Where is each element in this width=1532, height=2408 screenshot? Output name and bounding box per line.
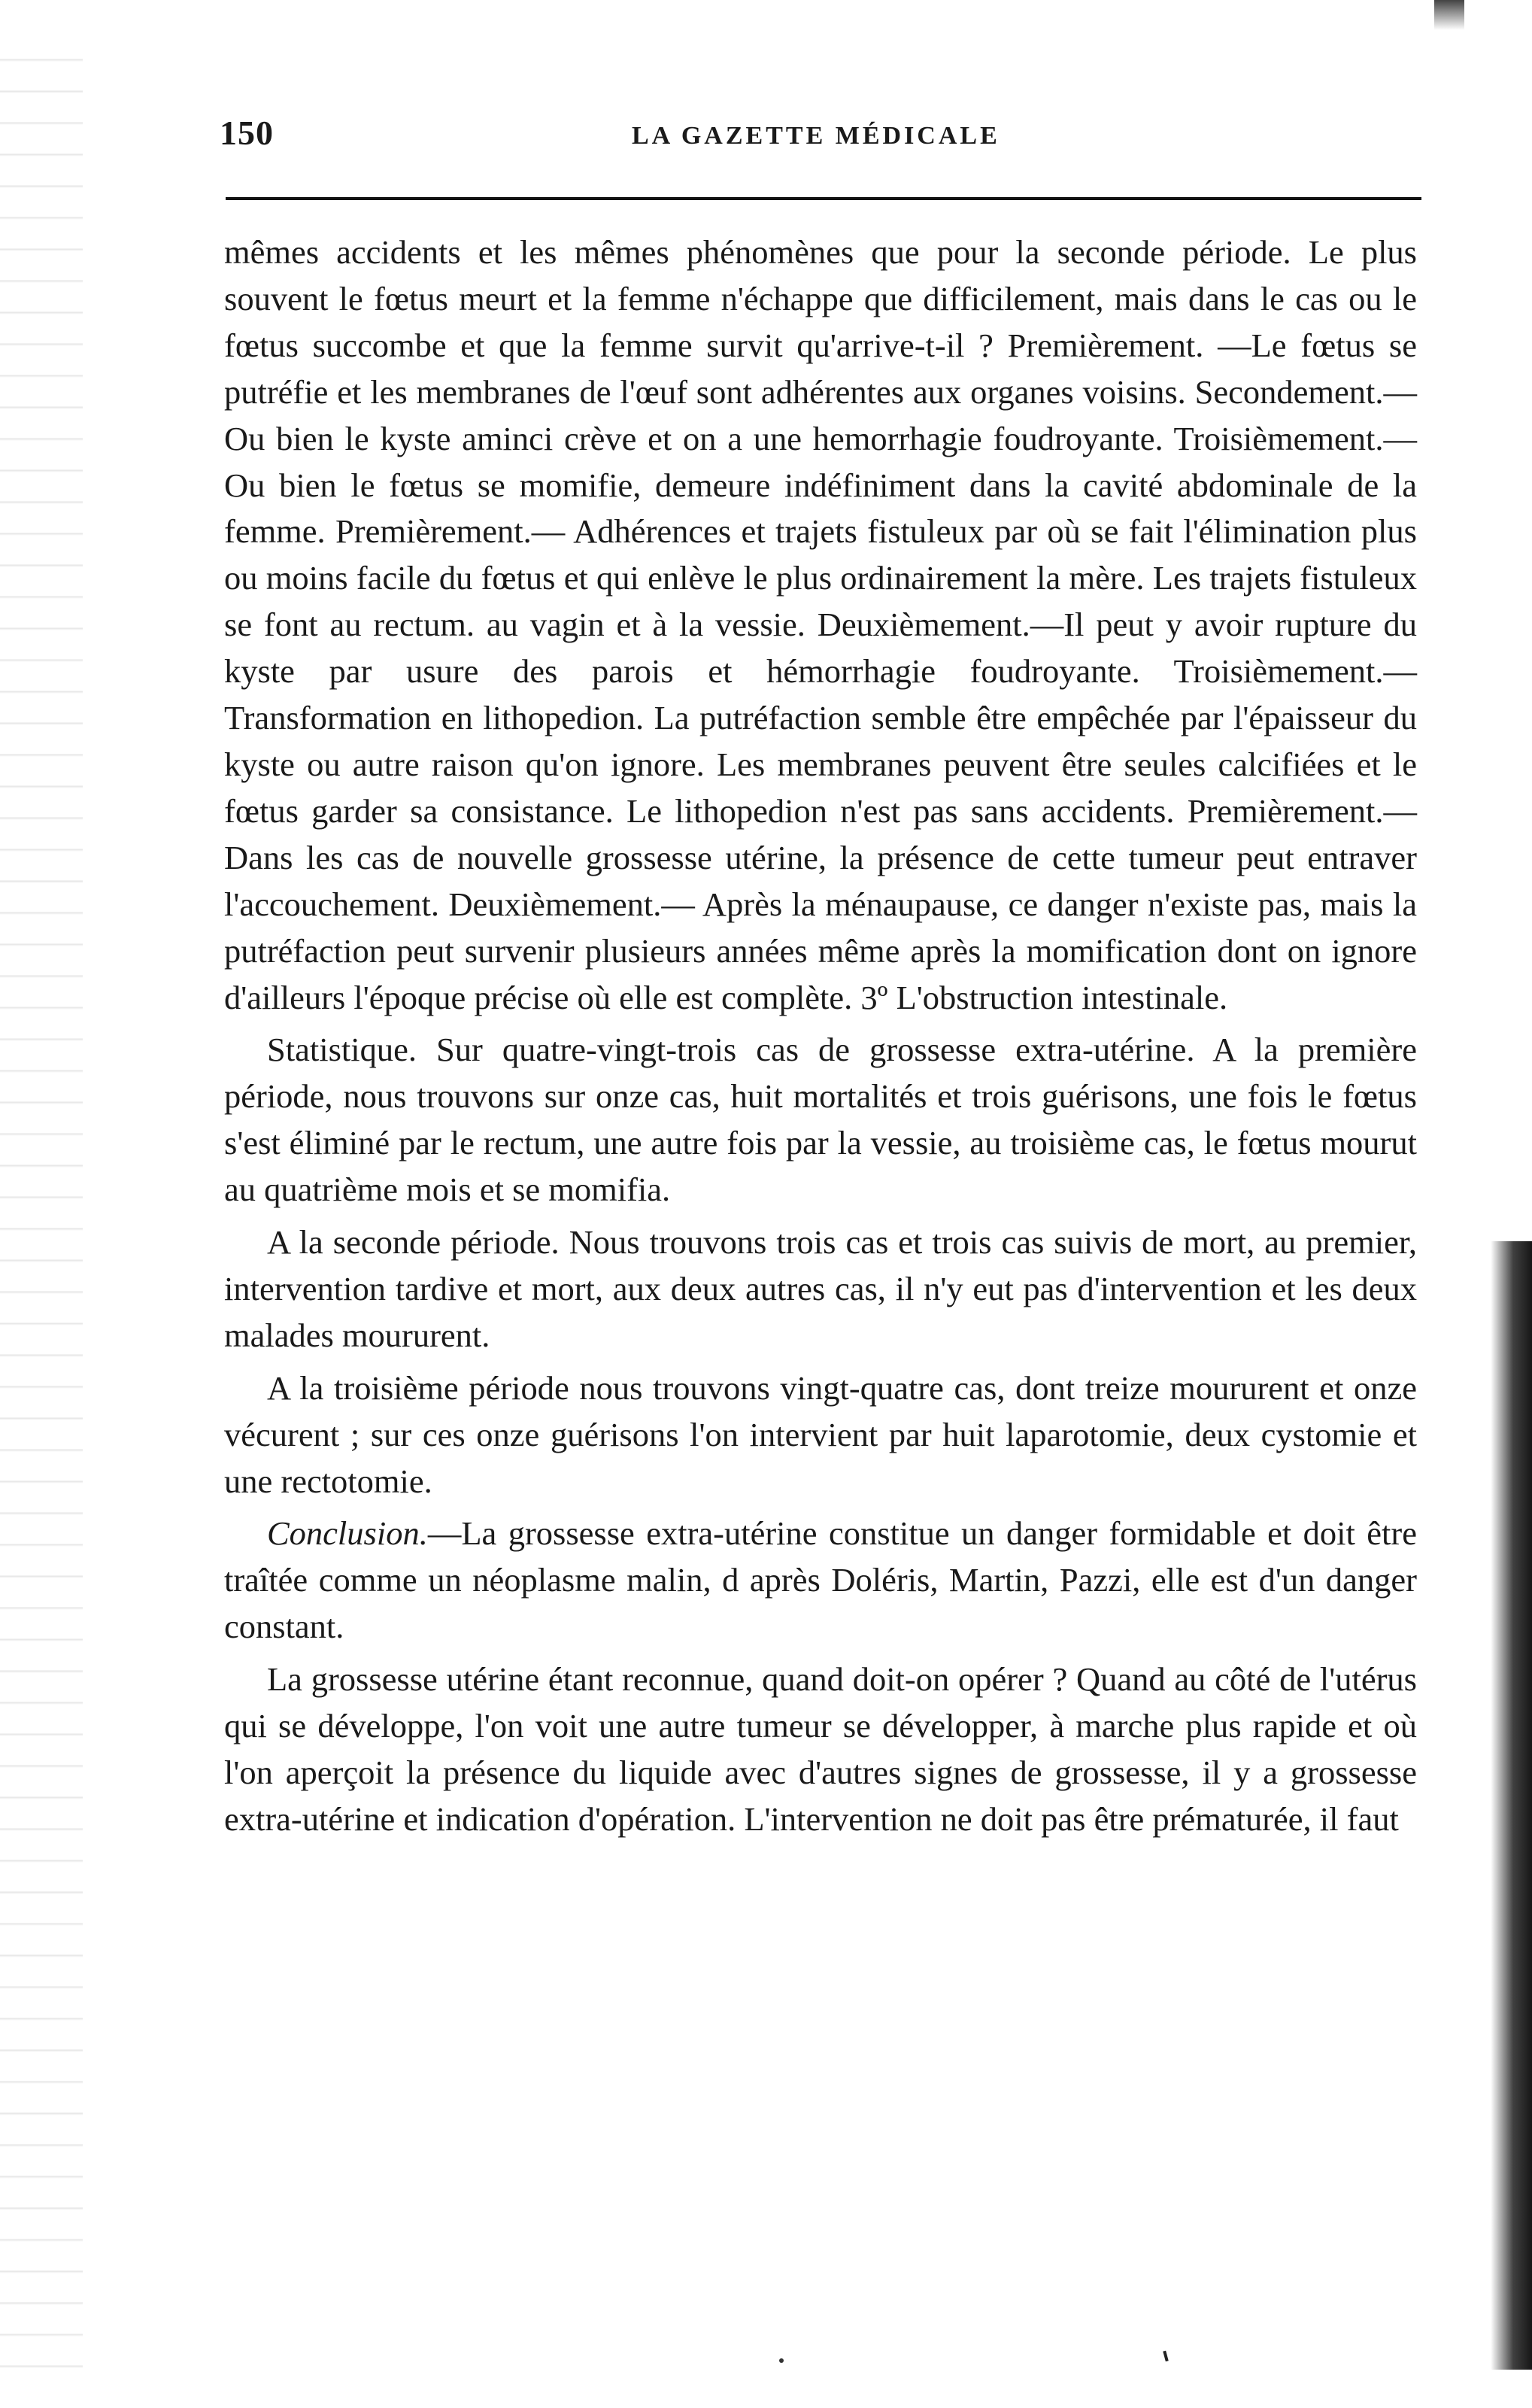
scan-artifact-corner <box>1434 0 1464 30</box>
page-header <box>220 113 1423 165</box>
running-title: LA GAZETTE MÉDICALE <box>632 122 1000 150</box>
paragraph-conclusion <box>224 1511 1417 1650</box>
header-rule <box>226 197 1421 200</box>
scan-artifact-right-edge <box>1491 1241 1532 2370</box>
page-number: 150 <box>220 114 274 152</box>
conclusion-lead: Conclusion. <box>267 1514 428 1553</box>
paragraph-seconde-periode: A la seconde période. Nous trouvons trois cas et trois cas suivis de mort, au premier, intervention tardive et mort, aux deux autres cas, il n'y eut pas d'intervention et les deux malades moururent. <box>224 1223 1417 1354</box>
paragraph-statistique: Statistique. Sur quatre-vingt-trois cas de grossesse extra-utérine. A la première période, nous trouvons sur onze cas, huit mortalités et trois guérisons, une fois le fœtus s'est éliminé par le rectum, une autre fois par la vessie, au troisième cas, le fœtus mourut au quatrième mois et se momifia. <box>224 1031 1417 1209</box>
conclusion-text: —La grossesse extra-utérine constitue un danger formidable et doit être traîtée comme un néoplasme malin, d après Doléris, Martin, Pazzi, elle est d'un danger constant. <box>224 1514 1417 1646</box>
scan-speck <box>779 2358 784 2363</box>
paragraph-troisieme-periode: A la troisième période nous trouvons vingt-quatre cas, dont treize moururent et onze vécurent ; sur ces onze guérisons l'on intervient par huit laparotomie, deux cystomie et une rectotomie. <box>224 1368 1417 1500</box>
scan-artifact-left-edge <box>0 30 83 2377</box>
body-text <box>224 229 1417 1849</box>
scan-speck-mark <box>1163 2351 1168 2362</box>
paragraph-grossesse-uterine: La grossesse utérine étant reconnue, quand doit-on opérer ? Quand au côté de l'utérus qui se développe, l'on voit une autre tumeur se développer, à marche plus rapide et où l'on aperçoit la présence du liquide avec d'autres signes de grossesse, il y a grossesse extra-utérine et indication d'opération. L'intervention ne doit pas être prématurée, il faut <box>224 1660 1417 1838</box>
paragraph-continuation: mêmes accidents et les mêmes phénomènes que pour la seconde période. Le plus souvent le fœtus meurt et la femme n'échappe que difficilement, mais dans le cas ou le fœtus succombe et que la femme survit qu'arrive-t-il ? Premièrement. —Le fœtus se putréfie et les membranes de l'œuf sont adhérentes aux organes voisins. Secondement.—Ou bien le kyste aminci crève et on a une hemorrhagie foudroyante. Troisièmement.—Ou bien le fœtus se momifie, demeure indéfiniment dans la cavité abdominale de la femme. Premièrement.— Adhérences et trajets fistuleux par où se fait l'élimination plus ou moins facile du fœtus et qui enlève le plus ordinairement la mère. Les trajets fistuleux se font au rectum. au vagin et à la vessie. Deuxièmement.—Il peut y avoir rupture du kyste par usure des parois et hémorrhagie foudroyante. Troisièmement.— Transformation en lithopedion. La putréfaction semble être empêchée par l'épaisseur du kyste ou autre raison qu'on ignore. Les membranes peuvent être seules calcifiées et le fœtus garder sa consistance. Le lithopedion n'est pas sans accidents. Premièrement.—Dans les cas de nouvelle grossesse utérine, la présence de cette tumeur peut entraver l'accouchement. Deuxièmement.— Après la ménaupause, ce danger n'existe pas, mais la putréfaction peut survenir plusieurs années même après la momification dont on ignore d'ailleurs l'époque précise où elle est complète. 3º L'obstruction intestinale. <box>224 233 1417 1016</box>
